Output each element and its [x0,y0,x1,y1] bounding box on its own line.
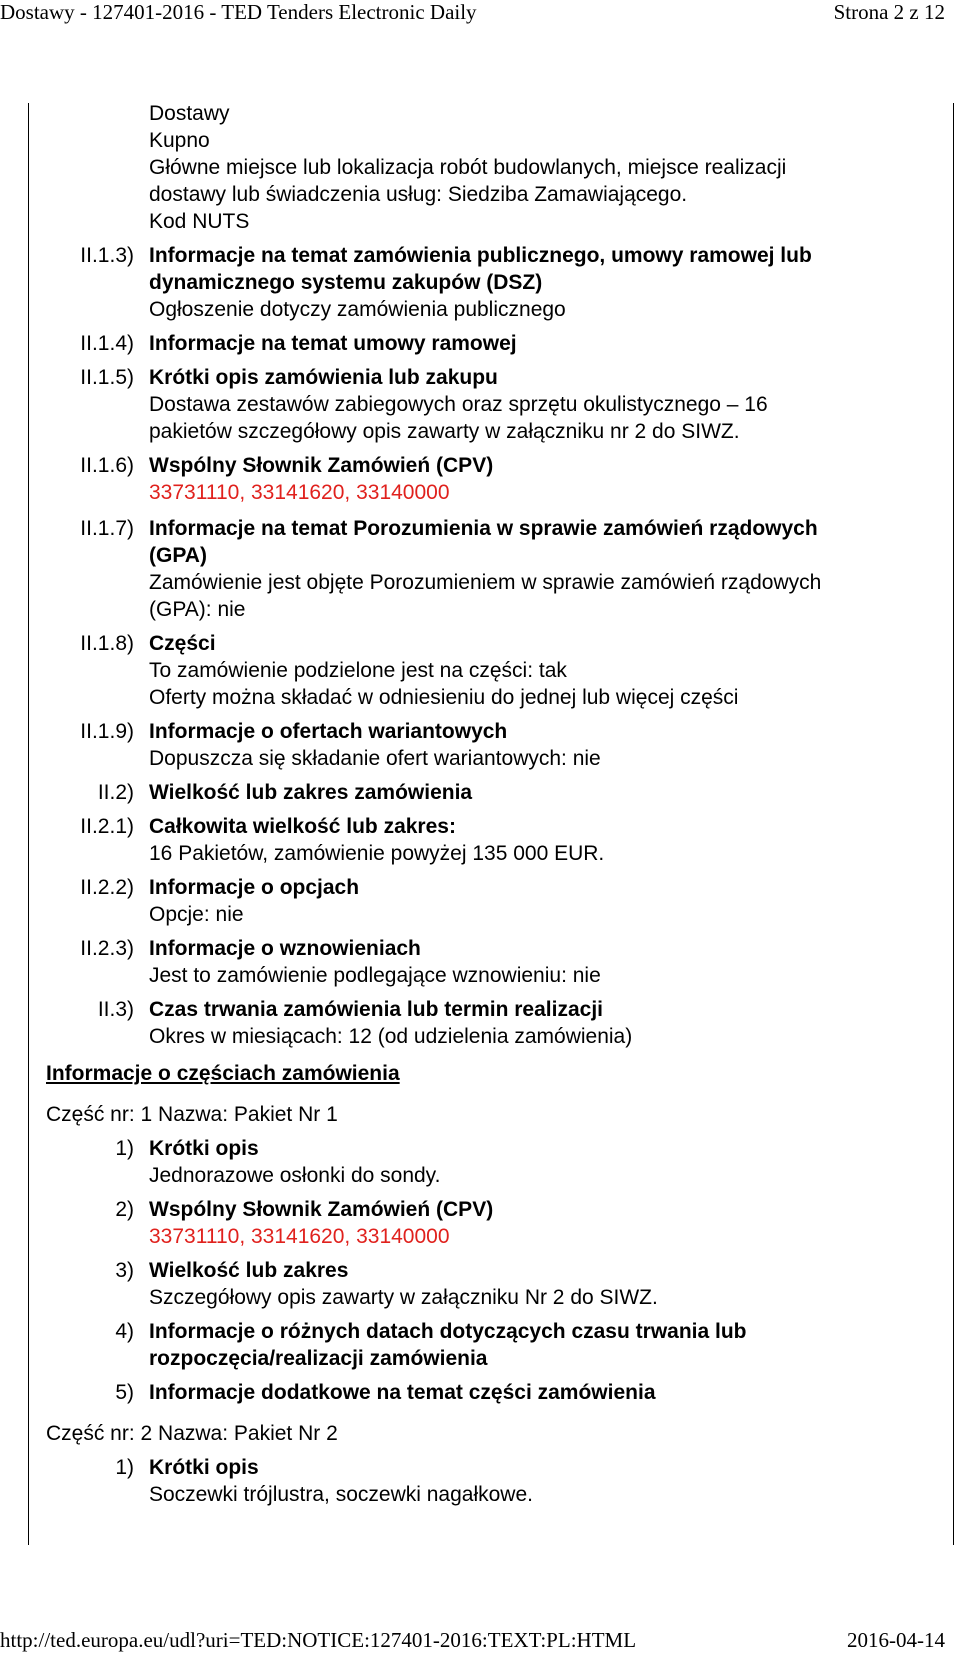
document-body [0,100,960,1508]
part-item-title: Krótki opis [149,1456,259,1479]
section-number: II.2.3) [80,937,134,960]
footer-date: 2016-04-14 [847,1628,945,1652]
section-title: Informacje o wznowieniach [149,937,421,960]
section-title: Informacje o ofertach wariantowych [149,720,508,743]
section-text: Dostawa zestawów zabiegowych oraz sprzętu okulistycznego – 16 [149,393,768,416]
section-ii-2-3 [0,935,960,989]
part-item-title: Informacje dodatkowe na temat części zamówienia [149,1381,656,1404]
section-ii-3 [0,996,960,1050]
section-number: II.1.3) [80,244,134,267]
section-text: 16 Pakietów, zamówienie powyżej 135 000 EUR. [149,842,605,865]
section-text: Opcje: nie [149,903,244,926]
section-title: Informacje o opcjach [149,876,360,899]
intro-line: Kupno [149,129,210,152]
intro-block [0,100,960,235]
header-page-number: Strona 2 z 12 [833,0,945,24]
section-title: Czas trwania zamówienia lub termin realizacji [149,998,603,1021]
part-item-title: rozpoczęcia/realizacji zamówienia [149,1347,488,1370]
intro-line: Kod NUTS [149,210,250,233]
part-item-title: Wielkość lub zakres [149,1259,349,1282]
part-item-title: Wspólny Słownik Zamówień (CPV) [149,1198,494,1221]
part-item [0,1379,960,1406]
part-item-number: 1) [115,1456,134,1479]
footer-url: http://ted.europa.eu/udl?uri=TED:NOTICE:127401-2016:TEXT:PL:HTML [0,1628,637,1652]
section-title: Informacje na temat zamówienia publicznego, umowy ramowej lub [149,244,812,267]
section-ii-1-8 [0,630,960,711]
section-title: Informacje na temat Porozumienia w sprawie zamówień rządowych [149,517,818,540]
section-ii-1-3 [0,242,960,323]
section-title: Wielkość lub zakres zamówienia [149,781,473,804]
section-title: (GPA) [149,544,207,567]
part-item [0,1196,960,1250]
section-number: II.2.2) [80,876,134,899]
part-item-number: 2) [115,1198,134,1221]
section-ii-1-6 [0,452,960,506]
intro-line: Dostawy [149,102,230,125]
part-item-number: 1) [115,1137,134,1160]
part-item-title: Informacje o różnych datach dotyczących czasu trwania lub [149,1320,747,1343]
section-title: Wspólny Słownik Zamówień (CPV) [149,454,494,477]
part-item-title: Krótki opis [149,1137,259,1160]
part-item-text: Jednorazowe osłonki do sondy. [149,1164,441,1187]
section-number: II.1.5) [80,366,134,389]
section-title: dynamicznego systemu zakupów (DSZ) [149,271,543,294]
intro-line: dostawy lub świadczenia usług: Siedziba Zamawiającego. [149,183,688,206]
section-text: Zamówienie jest objęte Porozumieniem w sprawie zamówień rządowych [149,571,822,594]
section-text: Oferty można składać w odniesieniu do jednej lub więcej części [149,686,739,709]
section-number: II.1.9) [80,720,134,743]
part-item-text: Soczewki trójlustra, soczewki nagałkowe. [149,1483,533,1506]
page-header [0,0,960,26]
parts-heading: Informacje o częściach zamówienia [46,1062,400,1085]
section-ii-2-1 [0,813,960,867]
section-title: Części [149,632,216,655]
section-number: II.1.8) [80,632,134,655]
section-number: II.2) [97,781,134,804]
part-title: Część nr: 2 Nazwa: Pakiet Nr 2 [46,1422,338,1445]
section-ii-2-2 [0,874,960,928]
section-title: Całkowita wielkość lub zakres: [149,815,456,838]
section-title: Informacje na temat umowy ramowej [149,332,517,355]
page-footer [0,1628,960,1654]
section-ii-1-9 [0,718,960,772]
cpv-codes: 33731110, 33141620, 33140000 [149,1225,450,1248]
section-number: II.2.1) [80,815,134,838]
section-text: pakietów szczegółowy opis zawarty w załączniku nr 2 do SIWZ. [149,420,740,443]
section-text: Okres w miesiącach: 12 (od udzielenia zamówienia) [149,1025,633,1048]
part-item-number: 5) [115,1381,134,1404]
section-title: Krótki opis zamówienia lub zakupu [149,366,498,389]
intro-line: Główne miejsce lub lokalizacja robót budowlanych, miejsce realizacji [149,156,787,179]
section-ii-1-5 [0,364,960,445]
section-text: Jest to zamówienie podlegające wznowieniu: nie [149,964,601,987]
part-item-number: 4) [115,1320,134,1343]
part-item [0,1257,960,1311]
section-text: To zamówienie podzielone jest na części: tak [149,659,567,682]
cpv-codes: 33731110, 33141620, 33140000 [149,481,450,504]
part-item [0,1318,960,1372]
part-title: Część nr: 1 Nazwa: Pakiet Nr 1 [46,1103,338,1126]
part-item-number: 3) [115,1259,134,1282]
part-item [0,1454,960,1508]
section-number: II.1.7) [80,517,134,540]
section-number: II.1.4) [80,332,134,355]
section-ii-1-7 [0,515,960,623]
section-text: Ogłoszenie dotyczy zamówienia publicznego [149,298,566,321]
part-item [0,1135,960,1189]
section-ii-1-4 [0,330,960,357]
header-title: Dostawy - 127401-2016 - TED Tenders Electronic Daily [0,0,477,24]
section-text: Dopuszcza się składanie ofert wariantowych: nie [149,747,601,770]
section-ii-2 [0,779,960,806]
section-text: (GPA): nie [149,598,246,621]
part-item-text: Szczegółowy opis zawarty w załączniku Nr 2 do SIWZ. [149,1286,658,1309]
section-number: II.3) [97,998,134,1021]
section-number: II.1.6) [80,454,134,477]
